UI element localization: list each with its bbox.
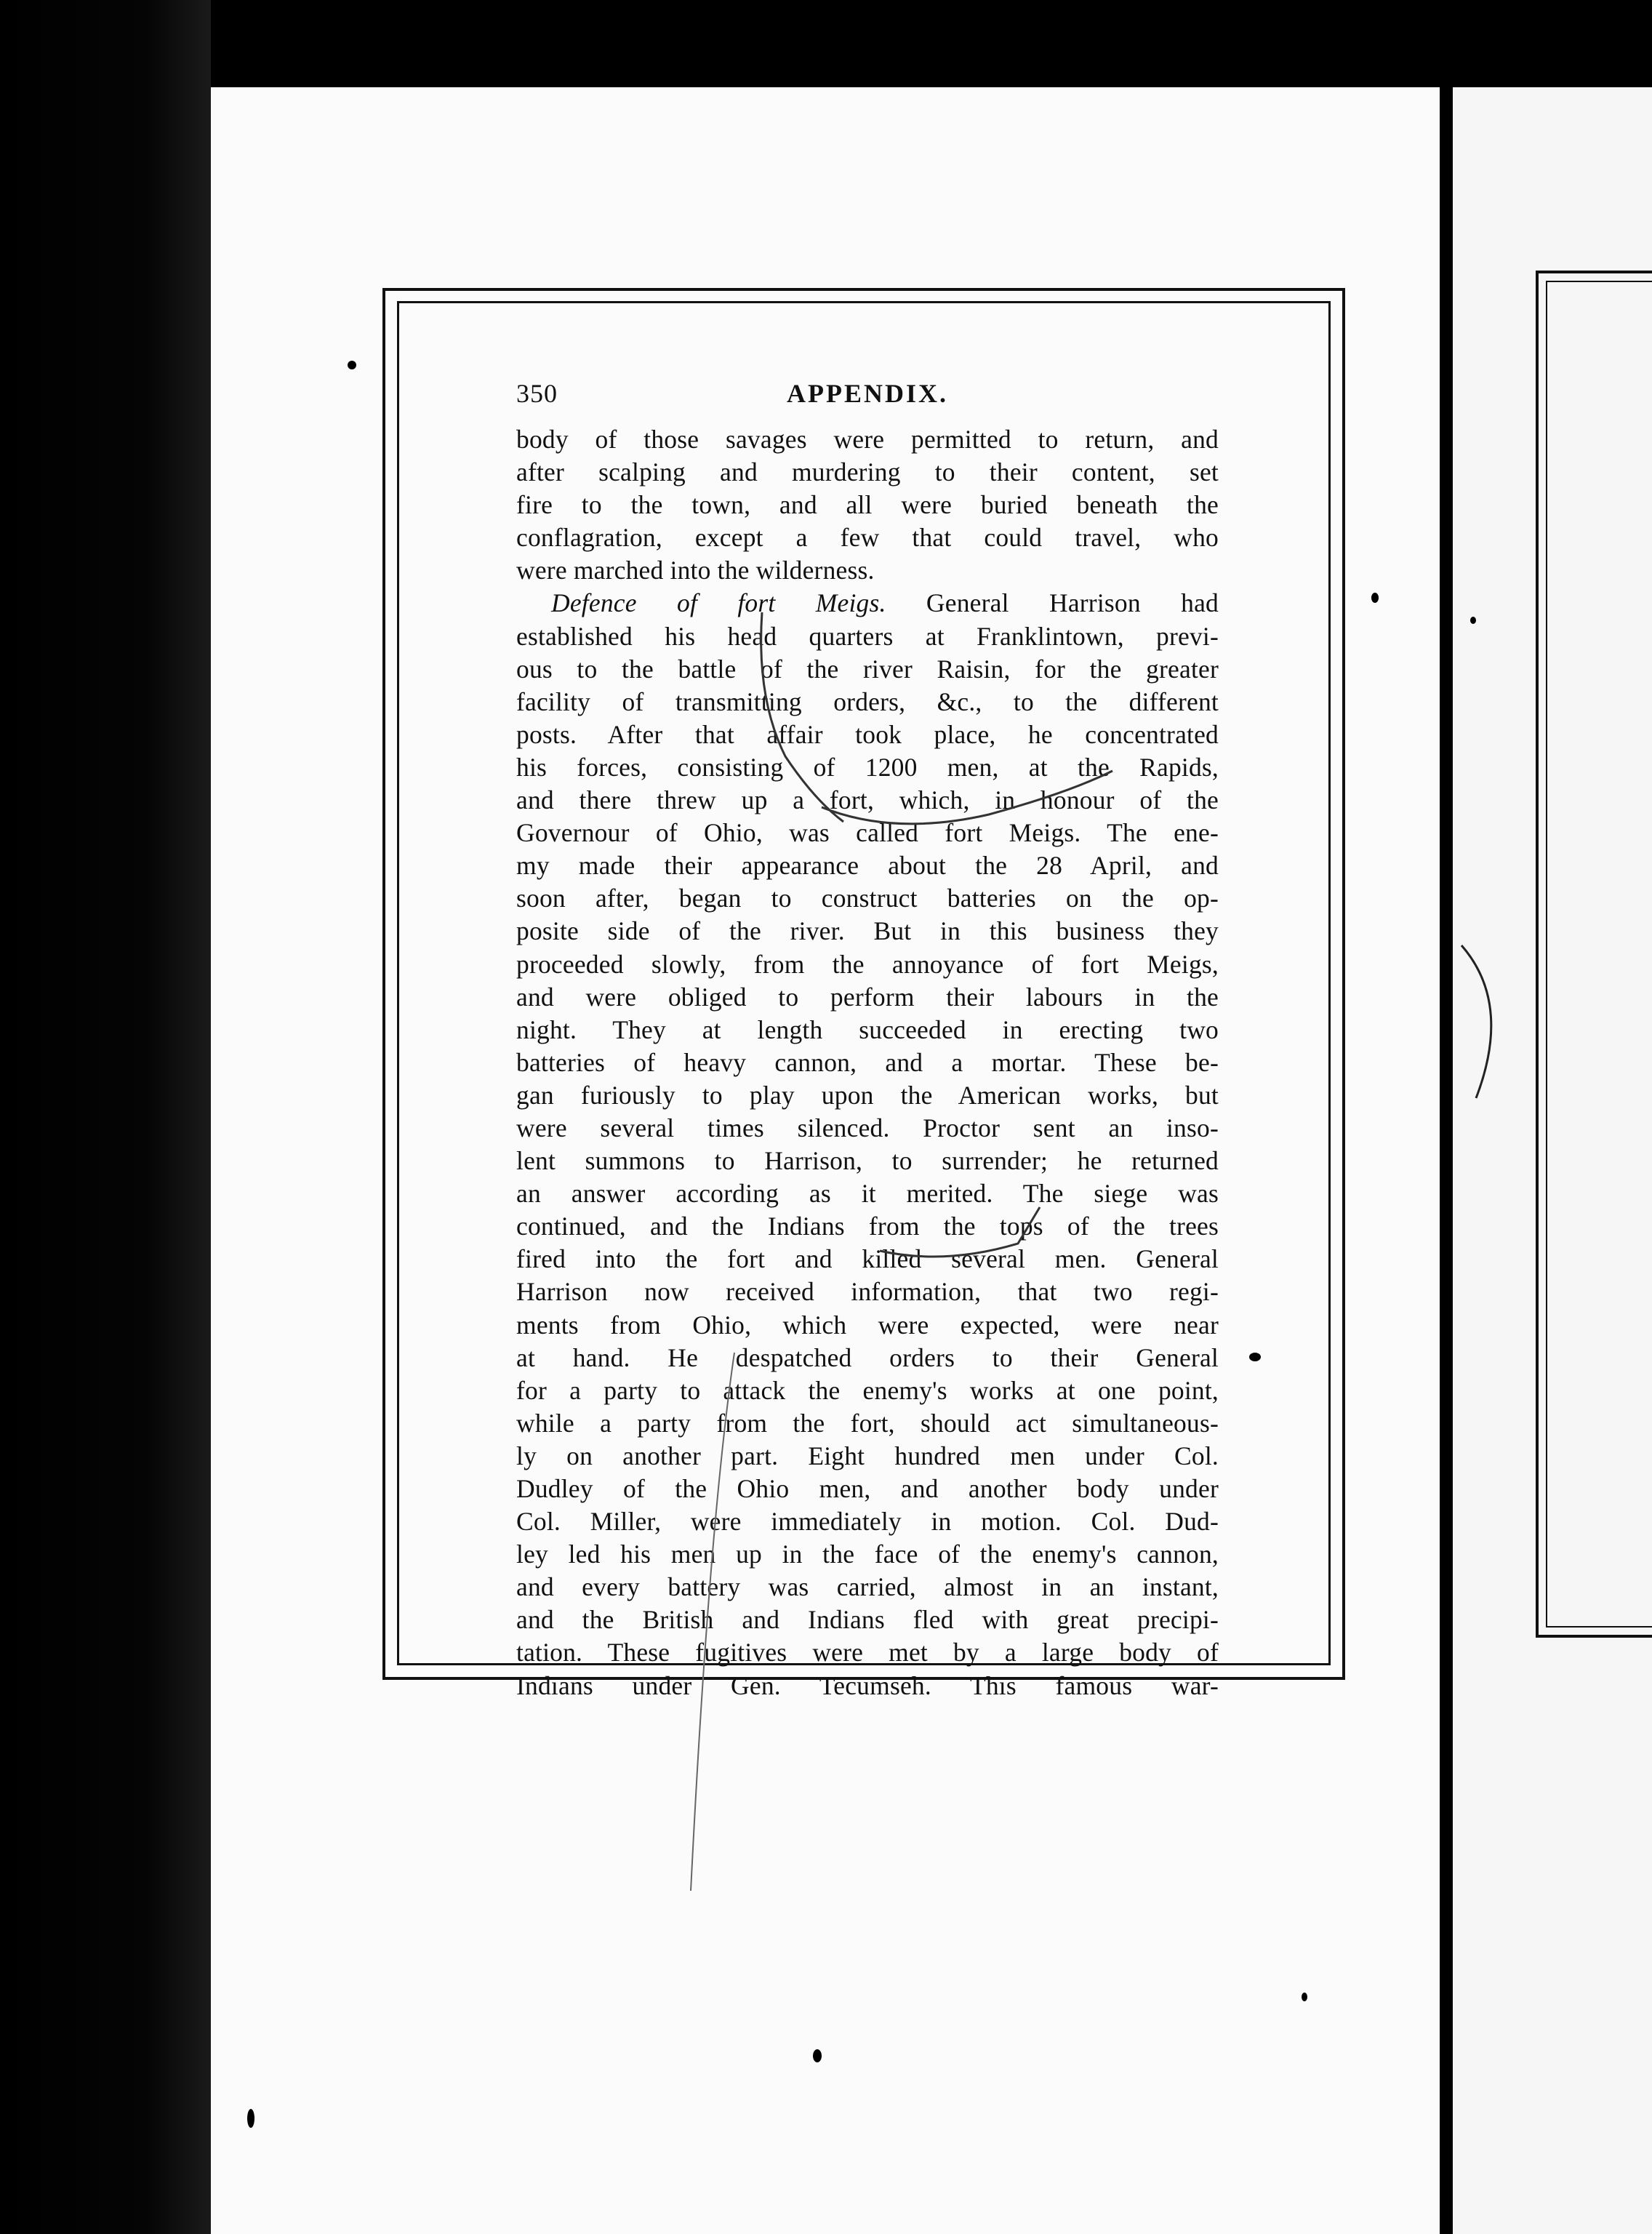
text-block [516, 378, 1219, 1702]
text-line: his forces, consisting of 1200 men, at the Rapids, [516, 752, 1219, 782]
text-line: ly on another part. Eight hundred men under Col. [516, 1441, 1219, 1470]
text-line: proceeded slowly, from the annoyance of fort Meigs, [516, 949, 1219, 979]
text-line: were several times silenced. Proctor sent an inso- [516, 1113, 1219, 1142]
text-line: an answer according as it merited. The siege was [516, 1179, 1219, 1209]
text-line: established his head quarters at Franklintown, previ- [516, 621, 1219, 651]
page-gutter [1440, 87, 1453, 2234]
film-speck [247, 2109, 254, 2128]
text-line: were marched into the wilderness. [516, 556, 875, 585]
text-line: ous to the battle of the river Raisin, for the greater [516, 654, 1219, 684]
running-head [516, 378, 1219, 423]
text-line: and there threw up a fort, which, in honour of the [516, 785, 1219, 815]
text-line: gan furiously to play upon the American works, but [516, 1080, 1219, 1110]
text-line-heading [516, 587, 1219, 620]
text-line: Harrison now received information, that two regi- [516, 1277, 1219, 1307]
page-number: 350 [516, 379, 558, 408]
text-line: conflagration, except a few that could travel, who [516, 523, 1219, 553]
text-line: posts. After that affair took place, he concentrated [516, 719, 1219, 749]
text-line: Indians under Gen. Tecumseh. This famous war- [516, 1670, 1219, 1700]
text-line: body of those savages were permitted to return, and [516, 425, 1219, 454]
italic-heading: Defence of fort Meigs. [551, 588, 886, 618]
film-speck [1249, 1353, 1261, 1361]
film-speck [1371, 593, 1379, 603]
text-line: ley led his men up in the face of the enemy's cannon, [516, 1540, 1219, 1569]
text-line: batteries of heavy cannon, and a mortar. These be- [516, 1047, 1219, 1077]
text-line: fired into the fort and killed several men. General [516, 1244, 1219, 1274]
text-line: soon after, began to construct batteries on the op- [516, 884, 1219, 913]
film-border-top [0, 0, 1652, 93]
text-line: facility of transmitting orders, &c., to the different [516, 686, 1219, 716]
text-line: and every battery was carried, almost in an instant, [516, 1572, 1219, 1602]
body-text [516, 423, 1219, 1702]
text-line: Dudley of the Ohio men, and another body under [516, 1474, 1219, 1503]
film-speck [348, 361, 356, 369]
film-speck [1470, 617, 1476, 624]
text-line: posite side of the river. But in this business they [516, 916, 1219, 946]
text-line: for a party to attack the enemy's works at one point, [516, 1375, 1219, 1405]
text-line: Governour of Ohio, was called fort Meigs. The ene- [516, 818, 1219, 848]
text-line: while a party from the fort, should act simultaneous- [516, 1408, 1219, 1438]
text-line: ments from Ohio, which were expected, were near [516, 1310, 1219, 1340]
film-speck [1302, 1993, 1307, 2001]
text-line: lent summons to Harrison, to surrender; he returned [516, 1146, 1219, 1176]
film-speck [813, 2049, 822, 2062]
facing-page-frame [1536, 271, 1652, 1638]
text-line: Col. Miller, were immediately in motion. Col. Dud- [516, 1507, 1219, 1537]
book-binding [0, 0, 211, 2234]
text-line: at hand. He despatched orders to their General [516, 1342, 1219, 1372]
text-line: my made their appearance about the 28 April, and [516, 851, 1219, 881]
text-line: and the British and Indians fled with great precipi- [516, 1605, 1219, 1635]
text-line: after scalping and murdering to their content, set [516, 457, 1219, 487]
text-line: continued, and the Indians from the tops of the trees [516, 1212, 1219, 1241]
text-line: tation. These fugitives were met by a large body of [516, 1638, 1219, 1668]
text-line: night. They at length succeeded in erecting two [516, 1014, 1219, 1044]
heading-continuation: General Harrison had [926, 588, 1219, 618]
section-title: APPENDIX. [787, 379, 948, 408]
text-line: and were obliged to perform their labours in the [516, 982, 1219, 1012]
text-line: fire to the town, and all were buried beneath the [516, 490, 1219, 520]
